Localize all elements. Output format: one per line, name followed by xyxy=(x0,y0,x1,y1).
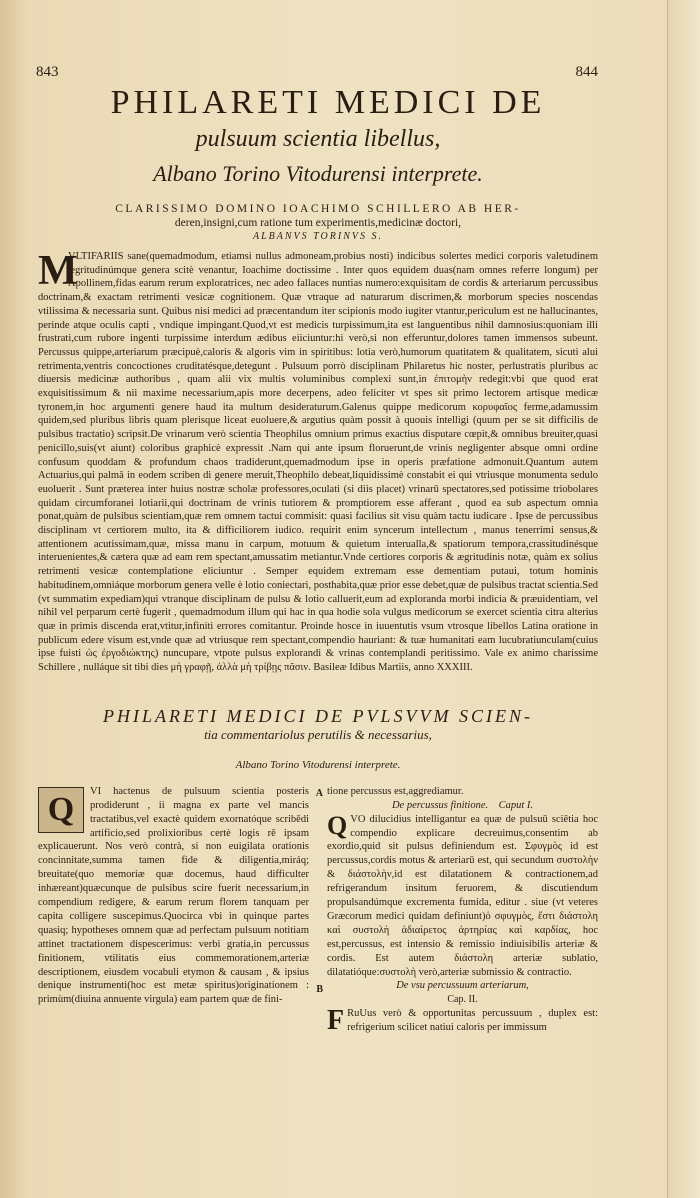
left-column xyxy=(38,785,323,1036)
left-column-text: VI hactenus de pulsuum scientia posteris prodiderunt , ii magna ex parte vel mancis tractatibus,vel exactè quidem exornatóque scribēdi artificio,sed prolixioribus certè logis rē ipsam explicauerunt. Nos verò contrà, si non euigilata orationis concinnitate,summa tamen fide & diligentia,miráq; breuitate(quo memoriæ quæ docemus, haud difficulter inhæreant)quæcunque de pulsibus scire fuerit necessarium,in compendium redigere, & earum rerum florem tanquam per capita colligere suscepimus.Quocirca vbi in quinque partes quasiq; hypotheses omnem quæ ad perfectam pulsuum notitiam attinet tractationem dispescerimus: verbi gratia,in percussus finitionem, vtilitatis eius commemorationem,arteriæ descriptionem, eiusdem vocabuli etymon & causam , & ipsius denique instrumenti(hoc est metæ spiritus)originationem : primùm(diuina annuente virgula) eam partem quæ de fini- xyxy=(38,785,309,1006)
section-subtitle: tia commentariolus perutilis & necessarius, xyxy=(204,726,432,742)
dedication-line-3: ALBANVS TORINVS S. xyxy=(253,231,383,242)
folio-left: 843 xyxy=(36,64,59,80)
folio-right: 844 xyxy=(575,64,598,80)
main-subtitle: pulsuum scientia libellus, xyxy=(195,126,441,152)
right-column-lead: tione percussus est,aggrediamur. xyxy=(327,785,464,797)
main-title: PHILARETI MEDICI DE xyxy=(110,84,546,121)
interpreter-line: Albano Torino Vitodurensi interprete. xyxy=(153,161,483,186)
dedication-line-2: deren,insigni,cum ratione tum experimentis,medicinæ doctori, xyxy=(174,217,462,229)
heading-usage: De vsu percussuum arteriarum, xyxy=(396,980,529,992)
dedicatory-letter xyxy=(38,250,598,675)
facing-page-edge xyxy=(667,0,700,1198)
section-interpreter: Albano Torino Vitodurensi interprete. xyxy=(235,758,401,771)
initial-f: F xyxy=(327,1005,345,1037)
heading-definition-text: De percussus finitione. xyxy=(391,799,489,811)
chapter-2-text: RuUus verò & opportunitas percussuum , duplex est: refrigerium scilicet natiui caloris per immissum xyxy=(347,1008,598,1034)
section-title: PHILARETI MEDICI DE PVLSVVM SCIEN- xyxy=(103,705,533,726)
drop-initial-m: M xyxy=(38,248,78,294)
dedication-line-1: CLARISSIMO DOMINO IOACHIMO SCHILLERO AB HER- xyxy=(115,203,521,215)
section-divider xyxy=(38,701,598,702)
heading-definition xyxy=(327,799,598,813)
two-column-text xyxy=(38,785,598,1036)
chapter-1-text: VO dilucidius intelligantur ea quæ de pulsuū sciētia hoc compendio explicare decreuimus,consentim ab exordio,quid sit pulsus definiendum est. Σφυγμὸς id est percussus,cordis motus & arteriarū est, qui secundum συστολὴν & διάστολὴν,id est dilatationem & contractionem,ad refrigerandum insitum feruorem, & discutiendum propulsandúmque excrementa fumida, editur . siue (vt veteres Græcorum medici quidam definiunt)ὁ σφυγμὸς, ἔστι διάστολη καὶ συστολὴ ἀδιαίρετος ἀρτηρίας καὶ καρδίας, hoc est,percussus, est intensio & remissio indiuisibilis arteriæ & cordis. Est autem διάστολη arteriæ sublatio, dilatatióque:συστολὴ verò,arteriæ submissio & contractio. xyxy=(327,813,598,978)
page-content xyxy=(38,84,598,1035)
ornamental-initial-q xyxy=(38,787,84,833)
chapter-2-label: Cap. II. xyxy=(447,994,478,1006)
chapter-2-paragraph xyxy=(327,1007,598,1035)
initial-q: Q xyxy=(327,810,348,840)
marker-a: A xyxy=(315,787,323,799)
chapter-1-label: Caput I. xyxy=(498,799,534,811)
chapter-1-paragraph xyxy=(327,810,598,980)
letter-body: VLTIFARIIS sane(quemadmodum, etiamsi nullus admoneam,probius nosti) indicibus solertes medici corporis valetudinem ægritudinúmque genera scitè venantur, Ioachime doctissime . Inter quos equidem duas(nam omnes referre longum) per Apollinem,fidas earum rerum exploratrices, nec adeo fallaces nuntias numero:exquisitam de cordis & arteriarum percussibus doctrinam,& exactam retrimenti vesicæ cognitionem. Quæ vtraque ad naturarum discrimen,& morborum species noscendas vtilissima & necessaria sunt. Quibus nisi medici ad præcentandum iter scipionis modo iugiter vtantur,periculum est ne hallucinantes, perinde atque oculis capti , vndique impingant.Quod,vt est medicis turpissimum,ita est languentibus nihil damnosius:quoniam illi frustrati,cum rubore ingenti turpissime interdum ædibus eiiciuntur:hi verò,si non efferuntur,dolores tamen immensos subeunt. Percussus quippe,arteriarum præcipuè,caloris & algoris vim in spiritibus: lotia verò,humorum quatitatem & qualitatem, sicuti alui retrimenta,ventris concoctiones cruditatésque,detegunt . Pulsuum porrò disciplinam Philaretus hic noster, perlustratis pluribus ac diuersis medicinæ authoribus , quam alii vix multis voluminibus complexi sunt,in ἐπιτομὴν redegit:vbi que quod erat exquisitissimum & nii maxime necessarium,apis more decerpens, adeo feliciter vt spes sit primo lectorem artisque medicæ tyronem,in hoc argumenti genere haud ita multum desideraturum.Galenus quippe medicorum κορυφαῖος ferme,adamussim quidem,sed pluribus libris quam plerisque liceat euoluere,& argutius quàm possit à quouis intelligi (quum per se sit difficilis de pulsibus tractatio) scripsit.De vrinarum verò scientia Theophilus omnium primus exactius disputare cœpit,& omnibus breuiter,quasi penicillo,suis(vt aiunt) coloribus graphicè expressit .Nam qui ante ipsum floruerunt,de vrinis negligenter absque omni ordine confusum quoddam & profundum chaos tradiderunt,quemadmodum ipse in operis præfatione admonuit.Quantum autem Actuarius,qui palmā in eodem scriben di genere meruit,Theophilo debeat,liquidissimè constabit ei qui vtriusque monumenta sedulo euoluerit . Sunt præterea inter huius nostræ scholæ professores,oculati (si diis placet) vrinarū spectatores,sed potissime triobolares quidam circumforanei lotiarii,qui doctrinam de vrinis tutiorem & promptiorem esse afferant , quod ea sub aspectum omnia ponat,quàm de pulsibus scientiam,quæ rem omnem tactui commisit: quasi facilius sit visu quàm tactu iudicare . Ipse de percussibus disciplinam vt certiorem multo, ita & difficiliorem iudico. requirit enim syncerum intellectum , manus tenerrimi sensus,& attentionem acutissimam,quæ, missa manu in carpum, motuum & quietum interualla,& spatiorum tempora,crassitudinésque interuenientes,& cætera quæ ad eam rem spectant,amussatim metiantur.Vnde certiores corporis & ægritudinis notæ, quàm ex solius retrimenti vesicæ contemplatione eliciuntur . Semper equidem extremam esse dementiam putaui, totum hominis habitudinem,omniáque morborum genera velle è lotio coniectari, posthabita,quæ prior esse debet,quæ de pulsibus tractat scientia.Sed (vt summatim expediam)qui vtranque disciplinam de pulsu & lotio calluerit,eum ad exploranda morbi indicia & præuidentiam, vel nihil vel perparum certè fugerit , quemadmodum illum qui hac in qua hodie sola vulgus medicorum se exercet scientia citra alterius quæ in primis discenda erat,vtitur,infiniti errores comitantur. Proinde hosce in iuuentutis vsum vtrosque libellos Latina oratione in publicum edere visum est,vnde quæ ad vtriusque rem spectant,compendio hauriant: & tuæ humanitati eam lucubratiunculam(cuius ipse fuisti ὡς ἐργοδιώκτης) nuncupare, vtpote pulsus explorandi & vrinas contemplandi peritissimo. Vale ex animo charissime Schillere , nulláque sit tibi dies μὴ γραφῇ, ἀλλὰ μὴ τρίβῃς πᾶσιν. Basileæ Idibus Martiis, anno XXXIII. xyxy=(38,251,598,674)
marker-b: B xyxy=(316,983,323,995)
ornamental-initial-letter: Q xyxy=(47,790,75,828)
right-column xyxy=(327,785,598,1036)
